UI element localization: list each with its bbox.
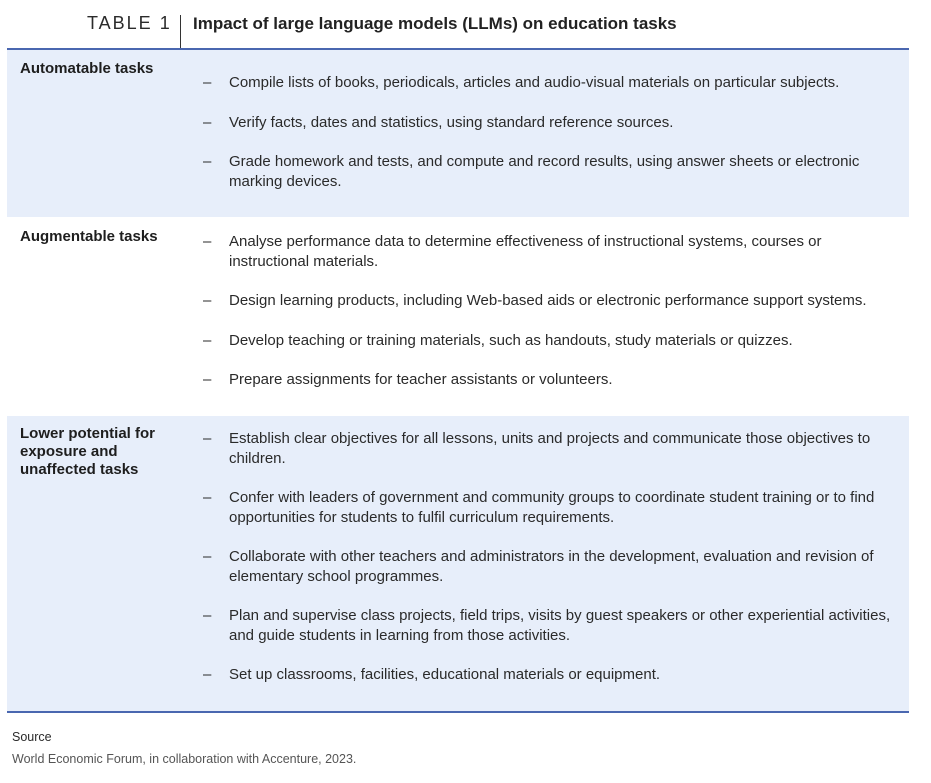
task-text: Prepare assignments for teacher assistants or volunteers. — [229, 371, 613, 388]
dash-bullet-icon: – — [203, 233, 212, 250]
dash-bullet-icon: – — [203, 371, 212, 388]
dash-bullet-icon: – — [203, 153, 212, 170]
table-title: Impact of large language models (LLMs) on education tasks — [193, 14, 677, 33]
list-item — [203, 291, 893, 311]
source-label: Source — [12, 730, 52, 744]
dash-bullet-icon: – — [203, 430, 212, 447]
table-header — [0, 0, 931, 50]
list-item — [203, 152, 893, 191]
dash-bullet-icon: – — [203, 331, 212, 349]
task-text: Plan and supervise class projects, field trips, visits by guest speakers or other experiential activities, and guide students in learning from those activities. — [229, 607, 891, 644]
list-item — [203, 547, 893, 586]
list-item — [203, 331, 893, 351]
list-item — [203, 73, 893, 93]
task-text: Develop teaching or training materials, such as handouts, study materials or quizzes. — [229, 331, 793, 349]
list-item — [203, 113, 893, 133]
task-text: Grade homework and tests, and compute and record results, using answer sheets or electronic marking devices. — [229, 153, 860, 190]
dash-bullet-icon: – — [203, 666, 212, 683]
task-text: Analyse performance data to determine effectiveness of instructional systems, courses or instructional materials. — [229, 233, 822, 270]
dash-bullet-icon: – — [203, 607, 212, 624]
source-citation: World Economic Forum, in collaboration with Accenture, 2023. — [12, 752, 357, 766]
section-automatable-tasks — [7, 50, 909, 217]
bottom-rule — [7, 711, 909, 713]
task-text: Design learning products, including Web-based aids or electronic performance support systems. — [229, 292, 867, 309]
task-list — [203, 73, 893, 211]
header-divider — [180, 15, 181, 49]
task-list — [203, 429, 893, 705]
section-lower-potential-tasks — [7, 416, 909, 711]
list-item — [203, 606, 893, 645]
list-item — [203, 370, 893, 390]
task-text: Establish clear objectives for all lessons, units and projects and communicate those objectives to children. — [229, 430, 871, 467]
section-label: Automatable tasks — [20, 60, 154, 77]
task-text: Collaborate with other teachers and administrators in the development, evaluation and revision of elementary school programmes. — [229, 548, 874, 585]
dash-bullet-icon: – — [203, 292, 212, 309]
section-label: Lower potential for exposure and unaffected tasks — [20, 425, 155, 478]
dash-bullet-icon: – — [203, 548, 212, 565]
list-item — [203, 429, 893, 468]
task-text: Confer with leaders of government and community groups to coordinate student training or to find opportunities for students to fulfil curriculum requirements. — [229, 489, 875, 526]
task-text: Compile lists of books, periodicals, articles and audio-visual materials on particular subjects. — [229, 74, 840, 91]
section-augmentable-tasks — [7, 217, 909, 416]
list-item — [203, 488, 893, 527]
table-label: TABLE 1 — [87, 13, 172, 33]
dash-bullet-icon: – — [203, 113, 212, 131]
list-item — [203, 665, 893, 685]
dash-bullet-icon: – — [203, 489, 212, 506]
task-text: Verify facts, dates and statistics, using standard reference sources. — [229, 113, 674, 131]
section-label: Augmentable tasks — [20, 228, 158, 245]
task-list — [203, 232, 893, 410]
list-item — [203, 232, 893, 271]
task-text: Set up classrooms, facilities, educational materials or equipment. — [229, 666, 661, 683]
dash-bullet-icon: – — [203, 74, 212, 91]
